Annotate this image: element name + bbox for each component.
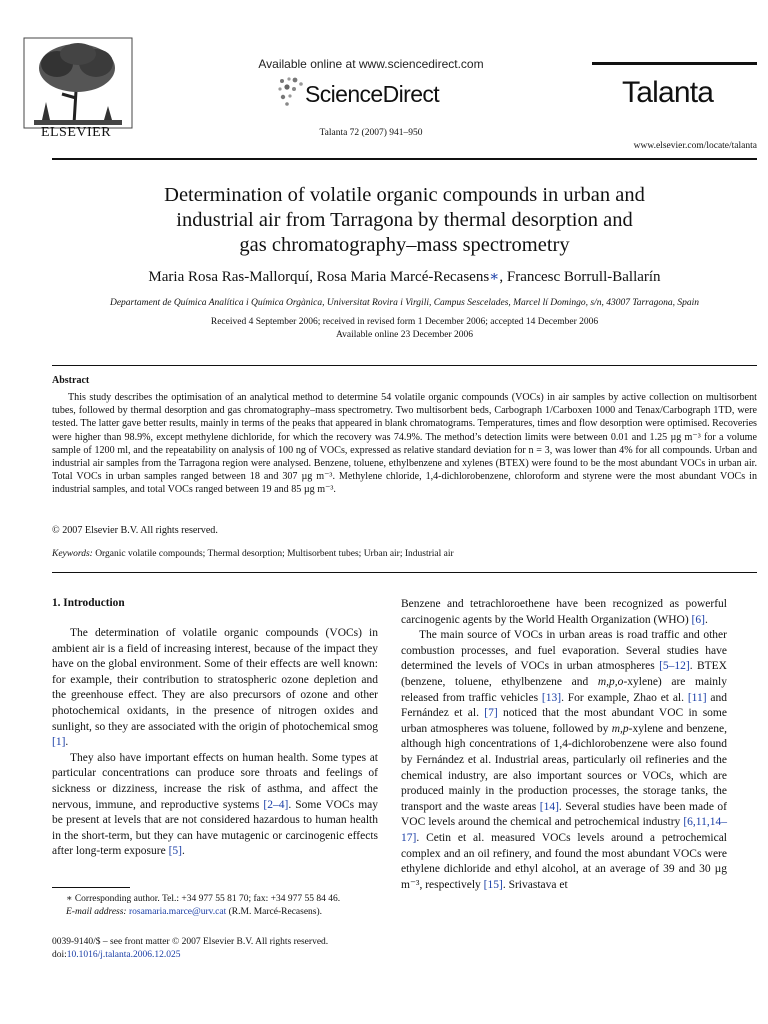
paragraph-text: noticed that the most abundant VOC in some urban atmospheres was toluene, followed by xyxy=(401,707,727,735)
keywords-label: Keywords: xyxy=(52,549,93,559)
issn-line: 0039-9140/$ – see front matter © 2007 Elsevier B.V. All rights reserved. xyxy=(52,937,329,947)
paragraph-text: . Cetin et al. measured VOCs levels around a petrochemical complex and an oil refinery, and found the most abundant VOCs were ethylene dichloride and ethyl alcohol, at an average of 39 and 30 µg m⁻³, respectively xyxy=(401,831,727,891)
paragraph-text: . Some VOCs may be present at levels that are not considered hazardous to human health in the short-term, but they can have mutagenic or carcinogenic effects after long-term exposure xyxy=(52,798,378,858)
citation-link[interactable]: [7] xyxy=(484,707,498,720)
authors-last: , Francesc Borrull-Ballarín xyxy=(499,269,661,285)
paragraph xyxy=(52,626,378,751)
header-divider xyxy=(52,158,757,160)
doi-link[interactable]: 10.1016/j.talanta.2006.12.025 xyxy=(66,950,181,960)
footnote-marker: ∗ xyxy=(66,894,73,904)
footnote-line xyxy=(52,893,378,906)
doi-line xyxy=(52,949,378,962)
email-link[interactable]: rosamaria.marce@urv.cat xyxy=(128,906,227,917)
paragraph-text: Benzene and tetrachloroethene have been recognized as powerful carcinogenic agents by the World Health Organization (WHO) xyxy=(401,598,727,626)
doi-label: doi: xyxy=(52,950,67,960)
abstract-copyright: © 2007 Elsevier B.V. All rights reserved. xyxy=(52,525,218,536)
abstract-top-rule xyxy=(52,365,757,366)
affiliation: Departament de Química Analítica i Química Orgànica, Universitat Rovira i Virgili, Campus Sescelades, Marcel lí Domingo, s/n, 43007 Tarragona, Spain xyxy=(109,298,700,308)
authors-main: Maria Rosa Ras-Mallorquí, Rosa Maria Marcé-Recasens xyxy=(148,269,490,285)
section-heading-introduction: 1. Introduction xyxy=(52,597,125,609)
title-line: industrial air from Tarragona by thermal desorption and xyxy=(176,209,633,231)
received-dates: Received 4 September 2006; received in revised form 1 December 2006; accepted 14 December 2006 xyxy=(210,317,599,327)
front-matter xyxy=(52,936,378,962)
footnote-line xyxy=(52,906,378,919)
paragraph xyxy=(401,628,727,893)
journal-url[interactable]: www.elsevier.com/locate/talanta xyxy=(633,141,757,151)
paragraph xyxy=(52,751,378,860)
corresponding-author-footnote xyxy=(52,893,378,918)
citation-link[interactable]: [1] xyxy=(52,736,66,749)
citation-link[interactable]: [14] xyxy=(539,800,559,813)
paragraph-text: The determination of volatile organic compounds (VOCs) in ambient air is a field of increasing interest, because of the impact they have on the global environment. Some of their effects are well known: for example, their contribution to stratospheric ozone depletion and the greenhouse effect. They are also precursors of ozone and other photochemical oxidants, in the presence of nitrogen oxides and sunlight, so they are associated with the origin of photochemical smog xyxy=(52,627,378,733)
left-column xyxy=(52,626,378,860)
available-online[interactable]: Available online at www.sciencedirect.com xyxy=(258,57,484,71)
abstract-text: This study describes the optimisation of an analytical method to determine 54 volatile organic compounds (VOCs) in air samples by active collection on multisorbent tubes, followed by thermal desorption and gas chromatography–mass spectrometry. Two multisorbent beds, Carbograph 1/Carboxen 1000 and Tenax/Carbograph 1TD, were tested. The latter gave better results, mainly in terms of the peaks that appeared in blank chromatograms. Temperatures, times and flow desorption were optimised. Recoveries were higher than 98.9%, except methylene dichloride, for which the recovery was 74.9%. The method’s detection limits were between 0.01 and 1.25 µg m⁻³ for a volume sample of 1200 ml, and the repeatability on analysis of 100 ng of VOCs, expressed as relative standard deviation for n = 3, was lower than 4% for all compounds. Urban and industrial air samples from the Tarragona region were analysed. Benzene, toluene, ethylbenzene and xylenes (BTEX) were found to be the most abundant VOCs in urban air. Total VOCs in urban samples ranged between 18 and 307 µg m⁻³. Methylene chloride, 1,4-dichlorobenzene, chloroform and styrene were the most abundant VOCs in industrial samples, and total VOCs ranged between 19 and 85 µg m⁻³. xyxy=(52,392,757,496)
article-history xyxy=(52,316,757,342)
paragraph-text: . Several studies have been made of VOC levels around the chemical and petrochemical industry xyxy=(401,800,727,829)
citation-link[interactable]: [2–4] xyxy=(263,798,289,811)
paragraph-text: -xylene and benzene, although high concentrations of 1,4-dichlorobenzene were also found by Fernández et al. Industrial areas, particularly oil refineries and the chemical industry, are also important sources or VOCs, which are produced mainly in the production processes, the storage tanks, the transport and the waste areas xyxy=(401,722,727,813)
paragraph-text: . For example, Zhao et al. xyxy=(561,691,688,704)
footnote-contact: Corresponding author. Tel.: +34 977 55 81 70; fax: +34 977 55 84 46. xyxy=(72,894,341,904)
citation-link[interactable]: [5] xyxy=(168,845,182,858)
italic-term: m,p,o xyxy=(597,675,624,688)
right-column xyxy=(401,597,727,893)
abstract-heading: Abstract xyxy=(52,375,90,386)
citation-link[interactable]: [5–12] xyxy=(659,660,690,673)
paragraph-text: They also have important effects on human health. Some types at particular concentrations can produce sore throats and feelings of sickness or dizziness, increase the risk of asthma, and affect the nervous, immune, and reproductive systems xyxy=(52,751,378,811)
italic-term: m,p xyxy=(611,722,629,735)
journal-name: Talanta xyxy=(622,76,714,109)
citation-link[interactable]: [11] xyxy=(687,691,707,704)
sciencedirect-dots-icon xyxy=(276,75,306,111)
paragraph-text: . xyxy=(704,613,708,626)
title-line: Determination of volatile organic compounds in urban and xyxy=(164,184,645,206)
paragraph-text: . BTEX (benzene, toluene, ethylbenzene and xyxy=(401,660,727,688)
title-line: gas chromatography–mass spectrometry xyxy=(239,234,570,256)
citation-link[interactable]: [15] xyxy=(483,878,503,891)
paragraph-text: . xyxy=(65,736,69,749)
keywords xyxy=(52,549,454,559)
article-title xyxy=(52,183,757,258)
abstract-bottom-rule xyxy=(52,572,757,573)
paragraph-text: and Fernández et al. xyxy=(401,691,727,720)
citation-link[interactable]: [6,11,14–17] xyxy=(401,816,727,844)
citation-link[interactable]: [13] xyxy=(541,691,562,704)
keywords-list: Organic volatile compounds; Thermal desorption; Multisorbent tubes; Urban air; Industrial air xyxy=(92,549,454,559)
publisher-name: ELSEVIER xyxy=(40,125,112,140)
paragraph-text: -xylene) are mainly released from traffic vehicles xyxy=(401,675,727,704)
footnote-rule xyxy=(52,887,130,888)
journal-rule xyxy=(592,62,757,65)
citation-link[interactable]: [6] xyxy=(691,613,705,626)
paragraph-text: . Srivastava et xyxy=(502,878,568,891)
paragraph-text: The main source of VOCs in urban areas is road traffic and other combustion processes, and fuel evaporation. Several studies have determined the levels of VOCs in urban atmospheres xyxy=(401,629,727,673)
email-owner: (R.M. Marcé-Recasens). xyxy=(226,906,323,917)
author-list xyxy=(52,267,757,286)
sciencedirect-wordmark: ScienceDirect xyxy=(305,81,440,107)
sciencedirect-logo[interactable] xyxy=(276,73,476,113)
paragraph-text: . xyxy=(181,845,185,858)
paragraph xyxy=(401,597,727,628)
available-date: Available online 23 December 2006 xyxy=(336,330,473,340)
email-label: E-mail address: xyxy=(66,906,127,917)
journal-citation: Talanta 72 (2007) 941–950 xyxy=(319,128,423,138)
corresponding-author-marker[interactable]: ∗ xyxy=(489,269,500,285)
